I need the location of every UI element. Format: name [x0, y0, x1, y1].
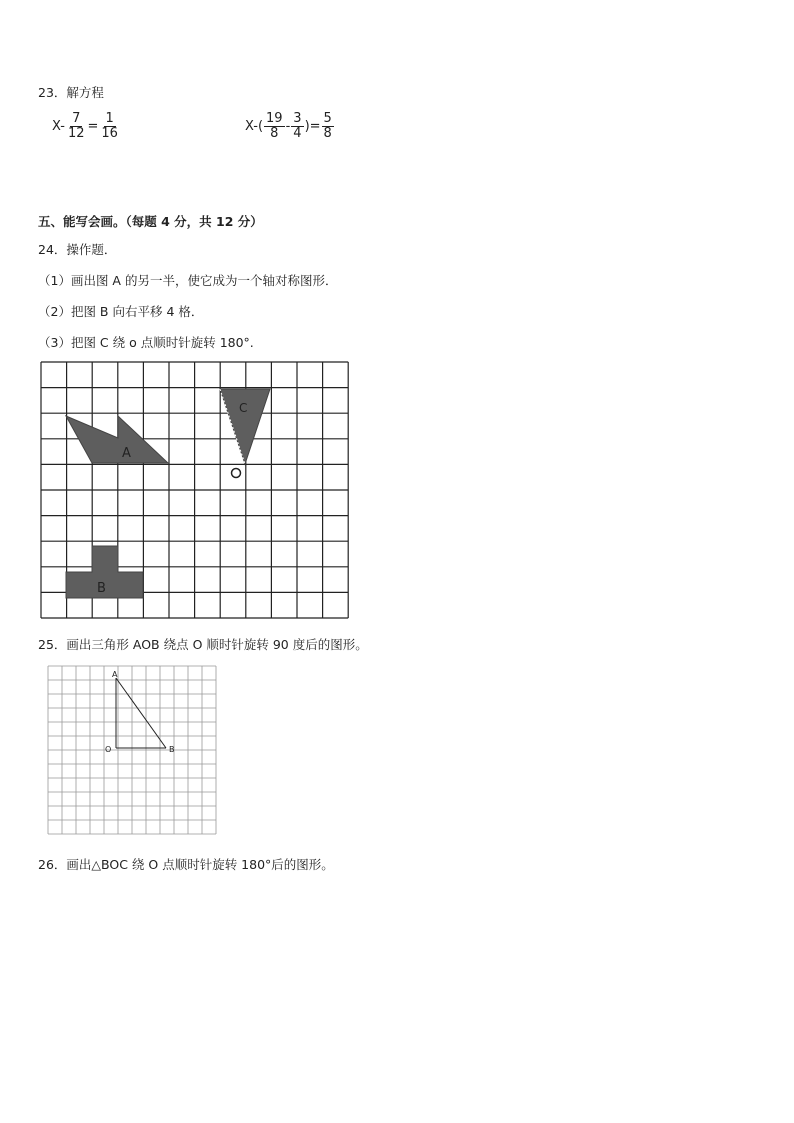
q24-item-1: （1）画出图 A 的另一半，使它成为一个轴对称图形． [38, 273, 338, 288]
q24-item-2: （2）把图 B 向右平移 4 格． [38, 304, 204, 319]
q24-title: 24．操作题． [38, 242, 117, 257]
eq2-fraction-1 [264, 112, 285, 141]
label-c: C [239, 401, 248, 415]
point-o [232, 469, 241, 478]
eq1-f2-numerator: 1 [105, 111, 114, 126]
eq2-fraction-3 [322, 112, 334, 141]
eq1-f1-numerator: 7 [72, 111, 81, 126]
eq2-f2-numerator: 3 [293, 111, 302, 126]
label-b: B [97, 581, 106, 596]
shape-a [66, 416, 168, 463]
eq1-lhs: X- [52, 119, 65, 134]
q24-item-3: （3）把图 C 绕 o 点顺时针旋转 180°. [38, 335, 254, 350]
eq2-fraction-2 [291, 112, 303, 141]
eq2-minus: - [285, 119, 291, 134]
eq1-f1-denominator: 12 [67, 126, 85, 141]
eq2-f1-numerator: 19 [266, 111, 283, 126]
section-5-title: 五、能写会画。（每题 4 分，共 12 分） [38, 214, 263, 229]
q25-title: 25．画出三角形 AOB 绕点 O 顺时针旋转 90 度后的图形。 [38, 637, 368, 652]
label-o-25: O [105, 745, 112, 754]
q24-grid-figure [40, 358, 356, 626]
eq1-f2-denominator: 16 [101, 126, 118, 141]
eq1-fraction-1 [66, 112, 87, 141]
eq1-fraction-2 [99, 112, 120, 141]
label-a: A [122, 446, 131, 461]
equation-2 [245, 112, 335, 141]
eq2-lhs: X-( [245, 119, 264, 134]
label-b-25: B [169, 745, 175, 754]
q25-grid-lines [48, 666, 216, 834]
q23-title: 23．解方程 [38, 85, 104, 100]
equation-1 [52, 112, 121, 141]
segment-ab [116, 678, 166, 748]
q26-title: 26．画出△BOC 绕 O 点顺时针旋转 180°后的图形。 [38, 857, 334, 872]
eq2-f2-denominator: 4 [293, 126, 302, 141]
eq2-f3-numerator: 5 [323, 111, 332, 126]
eq2-f3-denominator: 8 [323, 126, 332, 141]
eq1-equals: = [87, 119, 99, 134]
q25-grid-figure [46, 664, 220, 838]
eq2-close: )= [304, 119, 321, 134]
label-a-25: A [112, 670, 118, 679]
eq2-f1-denominator: 8 [270, 126, 279, 141]
